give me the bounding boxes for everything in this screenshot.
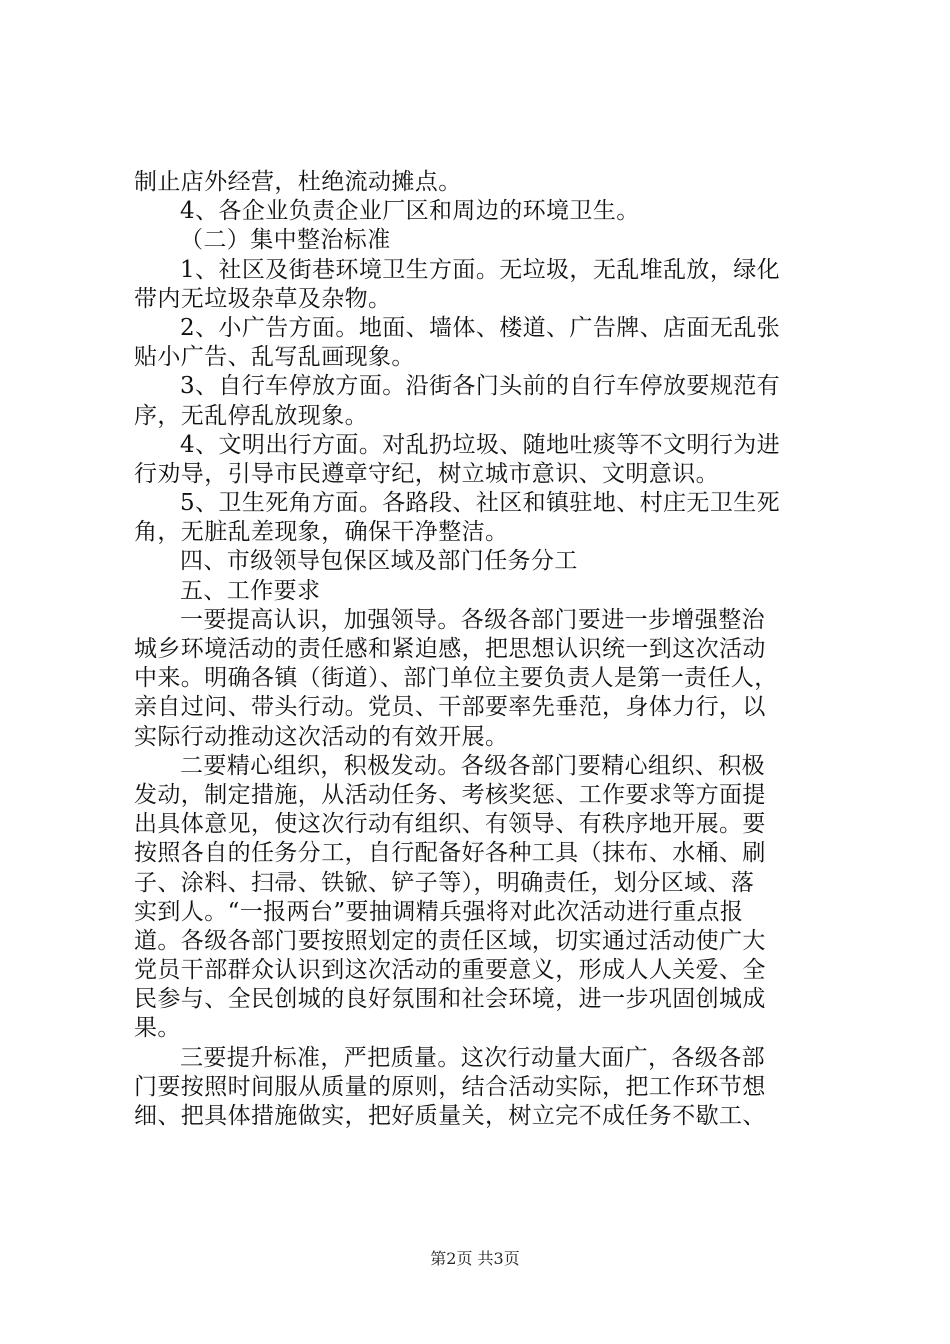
- text-line: 角，无脏乱差现象，确保干净整洁。: [134, 519, 509, 546]
- text-line: 道。各级各部门要按照划定的责任区域，切实通过活动使广大: [134, 927, 766, 954]
- text-line: 一要提高认识，加强领导。各级各部门要进一步增强整治: [180, 606, 765, 633]
- text-line: 3、自行车停放方面。沿街各门头前的自行车停放要规范有: [180, 373, 781, 400]
- text-line: 实到人。“一报两台”要抽调精兵强将对此次活动进行重点报: [134, 898, 744, 925]
- text-line: 5、卫生死角方面。各路段、社区和镇驻地、村庄无卫生死: [180, 490, 781, 517]
- text-line: 4、各企业负责企业厂区和周边的环境卫生。: [180, 198, 640, 225]
- section-heading: 五、工作要求: [180, 577, 321, 604]
- document-body: [134, 168, 834, 1131]
- section-heading: 四、市级领导包保区域及部门任务分工: [180, 548, 578, 575]
- text-line: 按照各自的任务分工，自行配备好各种工具（抹布、水桶、刷: [134, 840, 766, 867]
- text-line: 行劝导，引导市民遵章守纪，树立城市意识、文明意识。: [134, 460, 719, 487]
- text-line: 三要提升标准，严把质量。这次行动量大面广，各级各部: [180, 1044, 765, 1071]
- text-line: 果。: [134, 1015, 181, 1042]
- text-line: 实际行动推动这次活动的有效开展。: [134, 723, 509, 750]
- text-line: 带内无垃圾杂草及杂物。: [134, 285, 392, 312]
- text-line: 二要精心组织，积极发动。各级各部门要精心组织、积极: [180, 752, 765, 779]
- text-line: 制止店外经营，杜绝流动摊点。: [134, 169, 462, 195]
- text-line: 贴小广告、乱写乱画现象。: [134, 344, 415, 371]
- text-line: 细、把具体措施做实，把好质量关，树立完不成任务不歇工、: [134, 1103, 766, 1129]
- text-line: 2、小广告方面。地面、墙体、楼道、广告牌、店面无乱张: [180, 314, 781, 341]
- text-line: 中来。明确各镇（街道）、部门单位主要负责人是第一责任人，: [134, 665, 778, 692]
- text-line: 序，无乱停乱放现象。: [134, 402, 368, 429]
- text-line: 城乡环境活动的责任感和紧迫感，把思想认识统一到这次活动: [134, 636, 766, 662]
- text-line: 党员干部群众认识到这次活动的重要意义，形成人人关爱、全: [134, 957, 766, 984]
- text-line: 子、涂料、扫帚、铁锨、铲子等），明确责任，划分区域、落: [134, 869, 755, 896]
- text-line: 出具体意见，使这次行动有组织、有领导、有秩序地开展。要: [134, 811, 766, 838]
- page-number-footer: 第2页 共3页: [430, 1249, 520, 1268]
- text-line: 发动，制定措施，从活动任务、考核奖惩、工作要求等方面提: [134, 781, 766, 808]
- section-heading: （二）集中整治标准: [180, 227, 391, 254]
- text-line: 1、社区及街巷环境卫生方面。无垃圾，无乱堆乱放，绿化: [180, 256, 781, 283]
- text-line: 门要按照时间服从质量的原则，结合活动实际，把工作环节想: [134, 1073, 766, 1100]
- text-line: 民参与、全民创城的良好氛围和社会环境，进一步巩固创城成: [134, 986, 766, 1013]
- text-line: 4、文明出行方面。对乱扔垃圾、随地吐痰等不文明行为进: [180, 431, 781, 458]
- text-line: 亲自过问、带头行动。党员、干部要率先垂范，身体力行，以: [134, 694, 766, 721]
